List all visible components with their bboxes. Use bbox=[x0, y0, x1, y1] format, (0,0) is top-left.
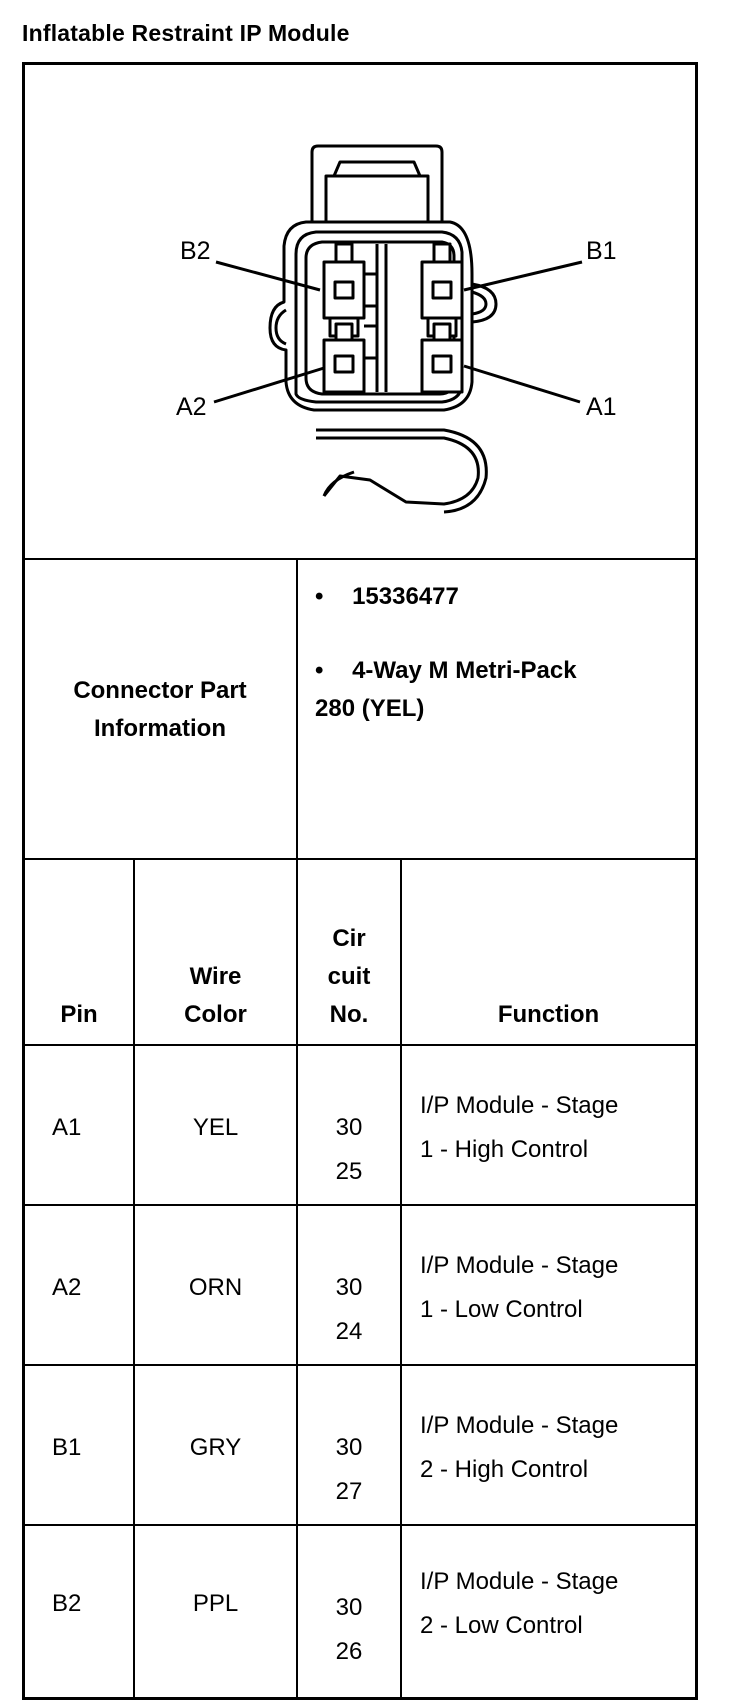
table-border-top bbox=[22, 62, 698, 65]
row-a2-function bbox=[420, 1244, 618, 1332]
bullet-glyph: • bbox=[315, 657, 324, 684]
bullet-glyph: • bbox=[315, 583, 324, 610]
row-b1-function-line1: I/P Module - Stage bbox=[420, 1412, 619, 1439]
row-a1-function-line1: I/P Module - Stage bbox=[420, 1092, 619, 1119]
header-circuit-number bbox=[298, 920, 400, 1034]
row-b2-circuit-line2: 26 bbox=[335, 1638, 363, 1665]
row-a1-color: YEL bbox=[192, 1114, 239, 1141]
divider-row-2 bbox=[22, 1364, 698, 1366]
row-b1-function bbox=[420, 1404, 618, 1492]
header-circuit-line3: No. bbox=[329, 1001, 369, 1028]
divider-row-1 bbox=[22, 1204, 698, 1206]
row-b1-circuit-line1: 30 bbox=[335, 1434, 363, 1461]
row-b2-circuit bbox=[298, 1586, 400, 1674]
connector-description-line2: 280 (YEL) bbox=[315, 695, 425, 722]
row-a1-pin: A1 bbox=[52, 1114, 82, 1141]
row-b2-color: PPL bbox=[192, 1590, 239, 1617]
divider-diagram bbox=[22, 558, 698, 560]
connector-diagram bbox=[24, 66, 696, 558]
row-a1-circuit-line2: 25 bbox=[335, 1158, 363, 1185]
connector-info-label-line1: Connector Part bbox=[73, 677, 247, 704]
row-a2-circuit-line1: 30 bbox=[335, 1274, 363, 1301]
row-a2-color: ORN bbox=[188, 1274, 243, 1301]
row-b1-circuit-line2: 27 bbox=[335, 1478, 363, 1505]
column-divider-circuit bbox=[400, 858, 402, 1698]
row-a2-circuit-line2: 24 bbox=[335, 1318, 363, 1345]
row-a1-circuit bbox=[298, 1106, 400, 1194]
pin-label-b2: B2 bbox=[180, 237, 211, 265]
row-b1-circuit bbox=[298, 1426, 400, 1514]
header-wire-color-line2: Color bbox=[184, 1001, 247, 1028]
row-a2-function-line2: 1 - Low Control bbox=[420, 1296, 583, 1323]
connector-info-label-line2: Information bbox=[94, 715, 226, 742]
pin-label-a1: A1 bbox=[586, 393, 617, 421]
pin-label-a2: A2 bbox=[176, 393, 207, 421]
row-b2-function bbox=[420, 1560, 618, 1648]
row-a2-function-line1: I/P Module - Stage bbox=[420, 1252, 619, 1279]
header-circuit-line1: Cir bbox=[332, 925, 366, 952]
row-b1-pin: B1 bbox=[52, 1434, 82, 1461]
table-border-bottom bbox=[22, 1697, 698, 1700]
connector-part-number: 15336477 bbox=[352, 583, 459, 610]
row-a2-pin: A2 bbox=[52, 1274, 82, 1301]
row-b2-circuit-line1: 30 bbox=[335, 1594, 363, 1621]
row-b1-color: GRY bbox=[189, 1434, 242, 1461]
header-function: Function bbox=[497, 1001, 600, 1028]
row-b2-function-line2: 2 - Low Control bbox=[420, 1612, 583, 1639]
header-wire-color bbox=[135, 958, 296, 1034]
divider-connector-info bbox=[22, 858, 698, 860]
connector-info-label bbox=[24, 672, 296, 748]
divider-row-3 bbox=[22, 1524, 698, 1526]
document-title: Inflatable Restraint IP Module bbox=[22, 20, 350, 46]
pin-label-b1: B1 bbox=[586, 237, 617, 265]
row-b2-pin: B2 bbox=[52, 1590, 82, 1617]
row-b1-function-line2: 2 - High Control bbox=[420, 1456, 589, 1483]
row-a1-function bbox=[420, 1084, 618, 1172]
row-a1-circuit-line1: 30 bbox=[335, 1114, 363, 1141]
row-a1-function-line2: 1 - High Control bbox=[420, 1136, 589, 1163]
header-circuit-line2: cuit bbox=[327, 963, 371, 990]
connector-drawing bbox=[24, 66, 696, 558]
row-a2-circuit bbox=[298, 1266, 400, 1354]
header-wire-color-line1: Wire bbox=[189, 963, 242, 990]
header-pin: Pin bbox=[60, 1001, 98, 1028]
divider-header bbox=[22, 1044, 698, 1046]
row-b2-function-line1: I/P Module - Stage bbox=[420, 1568, 619, 1595]
bullet-part-number bbox=[315, 578, 459, 616]
connector-description-line1: 4-Way M Metri-Pack bbox=[352, 657, 577, 684]
bullet-description bbox=[315, 652, 577, 690]
